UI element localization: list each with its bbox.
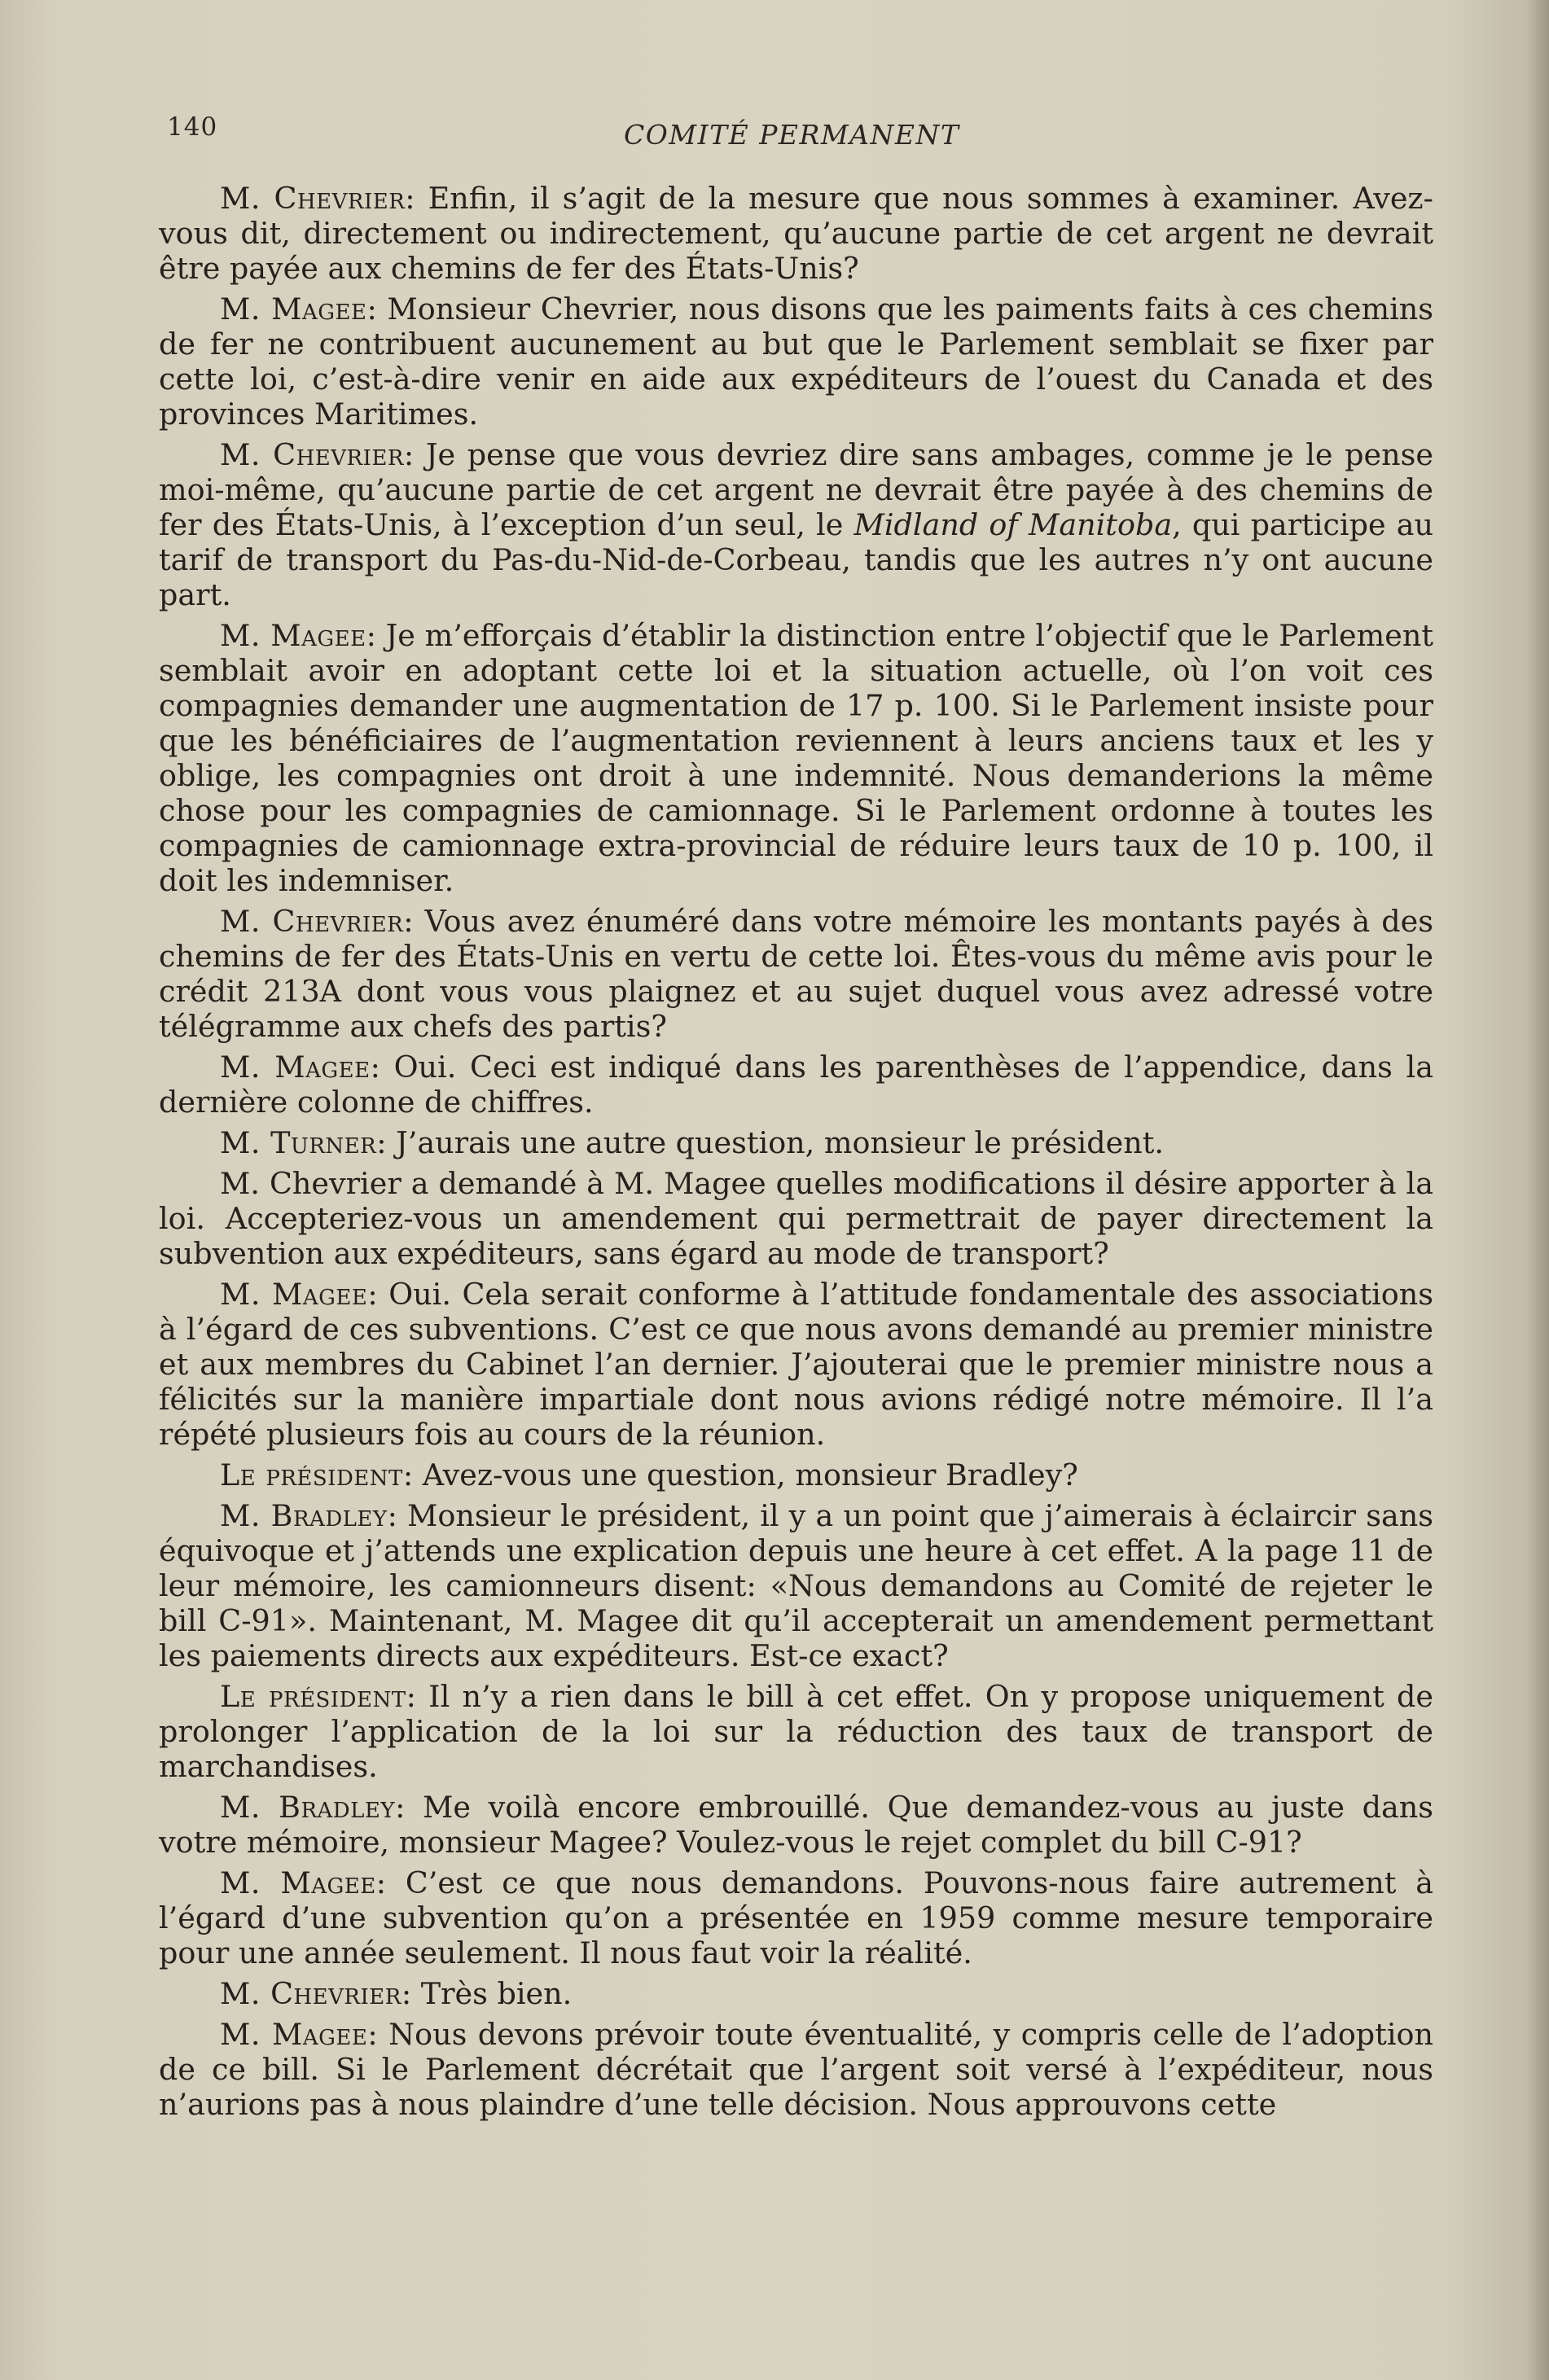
paragraph-text: , qui participe au tarif de transport du Pas-du-Nid-de-Corbeau, tandis que les autres n’y ont aucune part. (159, 507, 1433, 612)
paragraph-text: Je m’efforçais d’établir la distinction entre l’objectif que le Parlement semblait avoir en adoptant cette loi et la situation actuelle, où l’on voit ces compagnies demander une augmentation de 17 p. 100. Si le Parlement insiste pour que les bénéficiaires de l’augmentation reviennent à leurs anciens taux et les y oblige, les compagnies ont droit à une indemnité. Nous demanderions la même chose pour les compagnies de camionnage. Si le Parlement ordonne à toutes les compagnies de camionnage extra-provincial de réduire leurs taux de 10 p. 100, il doit les indemniser. (159, 618, 1434, 898)
paragraph: M. Magee: Oui. Ceci est indiqué dans les parenthèses de l’appendice, dans la dernière colonne de chiffres. (159, 1050, 1433, 1120)
italic-railway-name: Midland of Manitoba (853, 507, 1173, 542)
paragraph-text: Très bien. (420, 1976, 573, 2011)
paragraph-text: Il n’y a rien dans le bill à cet effet. On y propose uniquement de prolonger l’application de la loi sur la réduction des taux de transport de marchandises. (159, 1679, 1433, 1784)
speaker-name: Le président (220, 1457, 403, 1492)
paragraph-text: Me voilà encore embrouillé. Que demandez-vous au juste dans votre mémoire, monsieur Magee? Voulez-vous le rejet complet du bill C-91? (159, 1790, 1434, 1860)
speaker-name: M. Chevrier (220, 904, 404, 939)
book-spine-shadow (1526, 0, 1549, 2380)
page-header (0, 112, 1549, 161)
paragraph: M. Chevrier: Enfin, il s’agit de la mesure que nous sommes à examiner. Avez-vous dit, directement ou indirectement, qu’aucune partie de cet argent ne devrait être payée aux chemins de fer des États-Unis? (159, 181, 1433, 286)
speaker-name: M. Chevrier (220, 181, 406, 216)
paragraph: M. Bradley: Me voilà encore embrouillé. Que demandez-vous au juste dans votre mémoire, monsieur Magee? Voulez-vous le rejet complet du bill C-91? (159, 1790, 1434, 1860)
paragraph-text: Nous devons prévoir toute éventualité, y compris celle de l’adoption de ce bill. Si le Parlement décrétait que l’argent soit versé à l’expéditeur, nous n’aurions pas à nous plaindre d’une telle décision. Nous approuvons cette (159, 2017, 1433, 2122)
paragraph: Le président: Il n’y a rien dans le bill à cet effet. On y propose uniquement de prolonger l’application de la loi sur la réduction des taux de transport de marchandises. (159, 1679, 1433, 1784)
paragraph-text: Enfin, il s’agit de la mesure que nous sommes à examiner. Avez-vous dit, directement ou indirectement, qu’aucune partie de cet argent ne devrait être payée aux chemins de fer des États-Unis? (159, 181, 1433, 286)
speaker-name: M. Magee (220, 2017, 368, 2052)
speaker-name: M. Chevrier (220, 437, 404, 472)
paragraph: M. Magee: Oui. Cela serait conforme à l’attitude fondamentale des associations à l’égard de ces subventions. C’est ce que nous avons demandé au premier ministre et aux membres du Cabinet l’an dernier. J’ajouterai que le premier ministre nous a félicités sur la manière impartiale dont nous avions rédigé notre mémoire. Il l’a répété plusieurs fois au cours de la réunion. (159, 1277, 1433, 1452)
paragraph-text: Oui. Ceci est indiqué dans les parenthèses de l’appendice, dans la dernière colonne de chiffres. (159, 1050, 1433, 1120)
paragraph: Le président: Avez-vous une question, monsieur Bradley? (220, 1457, 1078, 1492)
speaker-name: M. Magee (220, 618, 366, 653)
speaker-name: M. Turner (220, 1125, 377, 1160)
speaker-name: M. Bradley (220, 1790, 396, 1825)
transcript-body (159, 181, 1433, 2128)
paragraph (159, 1166, 1433, 1271)
paragraph: M. Magee: C’est ce que nous demandons. Pouvons-nous faire autrement à l’égard d’une subvention qu’on a présentée en 1959 comme mesure temporaire pour une année seulement. Il nous faut voir la réalité. (159, 1865, 1433, 1970)
speaker-name: M. Magee (220, 1050, 371, 1085)
paragraph: M. Turner: J’aurais une autre question, monsieur le président. (220, 1125, 1164, 1160)
running-head: COMITÉ PERMANENT (624, 119, 960, 151)
speaker-name: M. Magee (220, 1865, 376, 1900)
paragraph-text: Avez-vous une question, monsieur Bradley? (422, 1457, 1078, 1492)
paragraph-text: Oui. Cela serait conforme à l’attitude fondamentale des associations à l’égard de ces subventions. C’est ce que nous avons demandé au premier ministre et aux membres du Cabinet l’an dernier. J’ajouterai que le premier ministre nous a félicités sur la manière impartiale dont nous avions rédigé notre mémoire. Il l’a répété plusieurs fois au cours de la réunion. (159, 1277, 1433, 1452)
paragraph-text: Monsieur Chevrier, nous disons que les paiments faits à ces chemins de fer ne contribuent aucunement au but que le Parlement semblait se fixer par cette loi, c’est-à-dire venir en aide aux expéditeurs de l’ouest du Canada et des provinces Maritimes. (159, 291, 1433, 432)
paragraph: M. Chevrier: Je pense que vous devriez dire sans ambages, comme je le pense moi-même, qu’aucune partie de cet argent ne devrait être payée à des chemins de fer des États-Unis, à l’exception d’un seul, le Midland of Manitoba, qui participe au tarif de transport du Pas-du-Nid-de-Corbeau, tandis que les autres n’y ont aucune part. (159, 437, 1433, 612)
paragraph-text: J’aurais une autre question, monsieur le président. (396, 1125, 1164, 1160)
paragraph-text: Vous avez énuméré dans votre mémoire les montants payés à des chemins de fer des États-Unis en vertu de cette loi. Êtes-vous du même avis pour le crédit 213A dont vous vous plaignez et au sujet duquel vous avez adressé votre télégramme aux chefs des partis? (159, 904, 1433, 1044)
paragraph-text: M. Chevrier a demandé à M. Magee quelles modifications il désire apporter à la loi. Accepteriez-vous un amendement qui permettrait de payer directement la subvention aux expéditeurs, sans égard au mode de transport? (159, 1166, 1433, 1271)
paragraph-text: Monsieur le président, il y a un point que j’aimerais à éclaircir sans équivoque et j’attends une explication depuis une heure à cet effet. A la page 11 de leur mémoire, les camionneurs disent: «Nous demandons au Comité de rejeter le bill C-91». Maintenant, M. Magee dit qu’il accepterait un amendement permettant les paiements directs aux expéditeurs. Est-ce exact? (159, 1498, 1433, 1673)
paragraph-text: C’est ce que nous demandons. Pouvons-nous faire autrement à l’égard d’une subvention qu’on a présentée en 1959 comme mesure temporaire pour une année seulement. Il nous faut voir la réalité. (159, 1865, 1433, 1970)
speaker-name: M. Bradley (220, 1498, 388, 1533)
speaker-name: M. Magee (220, 1277, 368, 1312)
paragraph: M. Bradley: Monsieur le président, il y a un point que j’aimerais à éclaircir sans équivoque et j’attends une explication depuis une heure à cet effet. A la page 11 de leur mémoire, les camionneurs disent: «Nous demandons au Comité de rejeter le bill C-91». Maintenant, M. Magee dit qu’il accepterait un amendement permettant les paiements directs aux expéditeurs. Est-ce exact? (159, 1498, 1433, 1673)
paragraph: M. Magee: Je m’efforçais d’établir la distinction entre l’objectif que le Parlement semblait avoir en adoptant cette loi et la situation actuelle, où l’on voit ces compagnies demander une augmentation de 17 p. 100. Si le Parlement insiste pour que les bénéficiaires de l’augmentation reviennent à leurs anciens taux et les y oblige, les compagnies ont droit à une indemnité. Nous demanderions la même chose pour les compagnies de camionnage. Si le Parlement ordonne à toutes les compagnies de camionnage extra-provincial de réduire leurs taux de 10 p. 100, il doit les indemniser. (159, 618, 1434, 898)
speaker-name: M. Chevrier (220, 1976, 402, 2011)
speaker-name: M. Magee (220, 291, 367, 327)
paragraph: M. Chevrier: Très bien. (220, 1976, 573, 2011)
paragraph: M. Chevrier: Vous avez énuméré dans votre mémoire les montants payés à des chemins de fer des États-Unis en vertu de cette loi. Êtes-vous du même avis pour le crédit 213A dont vous vous plaignez et au sujet duquel vous avez adressé votre télégramme aux chefs des partis? (159, 904, 1433, 1044)
speaker-name: Le président (220, 1679, 406, 1714)
paragraph: M. Magee: Nous devons prévoir toute éventualité, y compris celle de l’adoption de ce bill. Si le Parlement décrétait que l’argent soit versé à l’expéditeur, nous n’aurions pas à nous plaindre d’une telle décision. Nous approuvons cette (159, 2017, 1433, 2122)
page-number: 140 (167, 112, 218, 142)
paragraph: M. Magee: Monsieur Chevrier, nous disons que les paiments faits à ces chemins de fer ne contribuent aucunement au but que le Parlement semblait se fixer par cette loi, c’est-à-dire venir en aide aux expéditeurs de l’ouest du Canada et des provinces Maritimes. (159, 291, 1433, 432)
paragraph-text: Je pense que vous devriez dire sans ambages, comme je le pense moi-même, qu’aucune partie de cet argent ne devrait être payée à des chemins de fer des États-Unis, à l’exception d’un seul, le (159, 437, 1433, 542)
